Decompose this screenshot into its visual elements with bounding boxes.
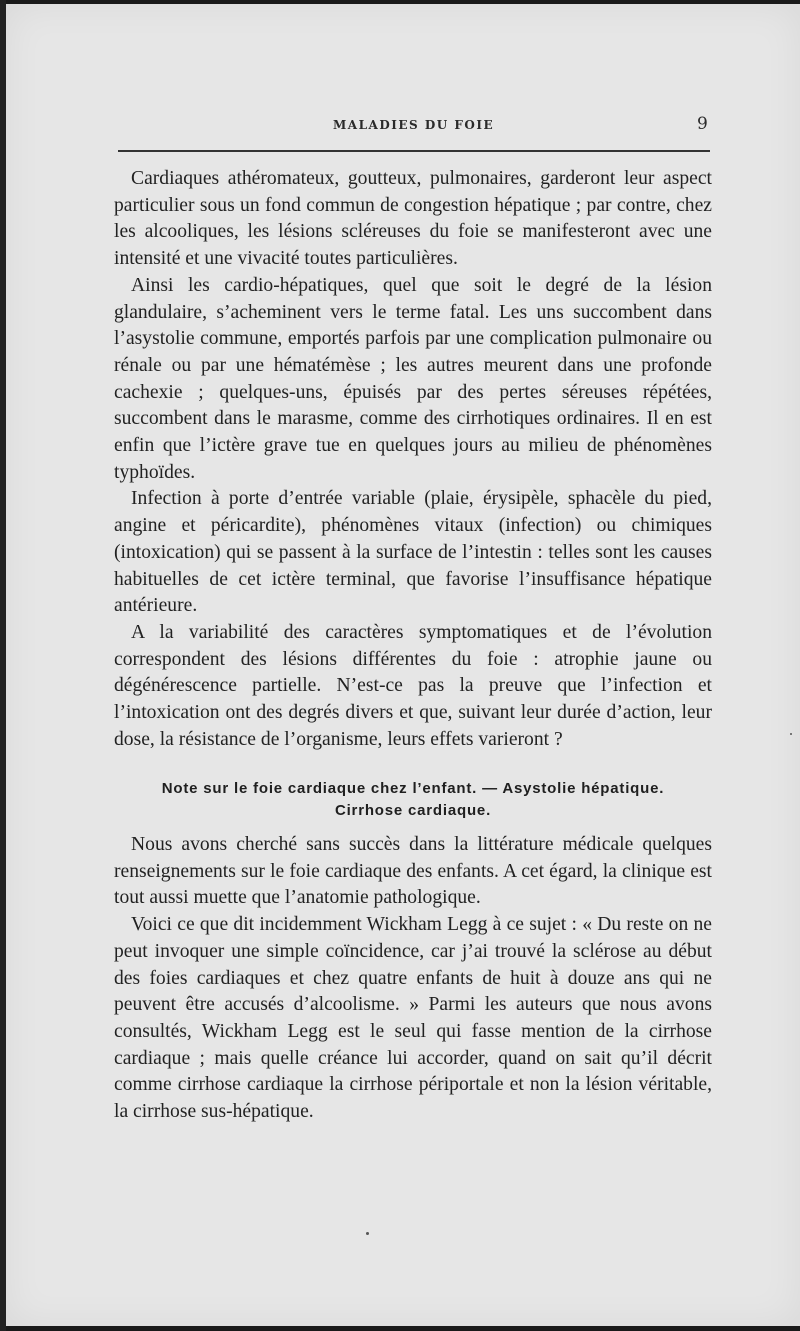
paragraph: Infection à porte d’entrée variable (plaie, érysipèle, sphacèle du pied, angine et péricardite), phénomènes vitaux (infection) ou chimiques (intoxication) qui se passent à la surface de l’intestin : telles sont les causes habituelles de cet ictère terminal, que favorise l’insuffisance hépatique antérieure. bbox=[114, 488, 712, 617]
section-body-2 bbox=[114, 832, 712, 1126]
paragraph: Nous avons cherché sans succès dans la littérature médicale quelques renseignements sur le foie cardiaque des enfants. A cet égard, la clinique est tout aussi muette que l’anatomie pathologique. bbox=[114, 834, 712, 909]
paper-speck bbox=[366, 1232, 369, 1235]
page-header bbox=[0, 110, 800, 140]
heading-line-1: Note sur le foie cardiaque chez l’enfant. — Asystolie hépatique. bbox=[161, 780, 665, 797]
paragraph: Ainsi les cardio-hépatiques, quel que soit le degré de la lésion glandulaire, s’acheminent vers le terme fatal. Les uns succombent dans l’asystolie commune, emportés parfois par une complication pulmonaire ou rénale ou par une hématémèse ; les autres meurent dans une profonde cachexie ; quelques-uns, épuisés par des pertes séreuses répétées, succombent dans le marasme, comme des cirrhotiques ordinaires. Il en est enfin que l’ictère grave tue en quelques jours au milieu de phénomènes typhoïdes. bbox=[114, 274, 712, 483]
paragraph: A la variabilité des caractères symptomatiques et de l’évolution correspondent des lésions différentes du foie : atrophie jaune ou dégénérescence partielle. N’est-ce pas la preuve que l’infection et l’intoxication ont des degrés divers et que, suivant leur durée d’action, leur dose, la résistance de l’organisme, leurs effets varieront ? bbox=[114, 621, 712, 750]
page-number: 9 bbox=[697, 114, 708, 134]
heading-line-2: Cirrhose cardiaque. bbox=[334, 802, 492, 819]
header-rule bbox=[118, 150, 710, 152]
section-body bbox=[114, 166, 712, 753]
paragraph: Voici ce que dit incidemment Wickham Legg à ce sujet : « Du reste on ne peut invoquer une simple coïncidence, car j’ai trouvé la sclérose au début des foies cardiaques et chez quatre enfants de huit à douze ans qui ne peuvent être accusés d’alcoolisme. » Parmi les auteurs que nous avons consultés, Wickham Legg est le seul qui fasse mention de la cirrhose cardiaque ; mais quelle créance lui accorder, quand on sait qu’il décrit comme cirrhose cardiaque la cirrhose périportale et non la lésion véritable, la cirrhose sus-hépatique. bbox=[114, 914, 712, 1123]
paper-speck bbox=[790, 733, 792, 735]
running-title: MALADIES DU FOIE bbox=[333, 118, 495, 132]
paragraph: Cardiaques athéromateux, goutteux, pulmonaires, garderont leur aspect particulier sous un fond commun de congestion hépatique ; par contre, chez les alcooliques, les lésions scléreuses du foie se manifesteront avec une intensité et une vivacité toutes particulières. bbox=[114, 168, 712, 270]
section-heading bbox=[112, 778, 714, 822]
